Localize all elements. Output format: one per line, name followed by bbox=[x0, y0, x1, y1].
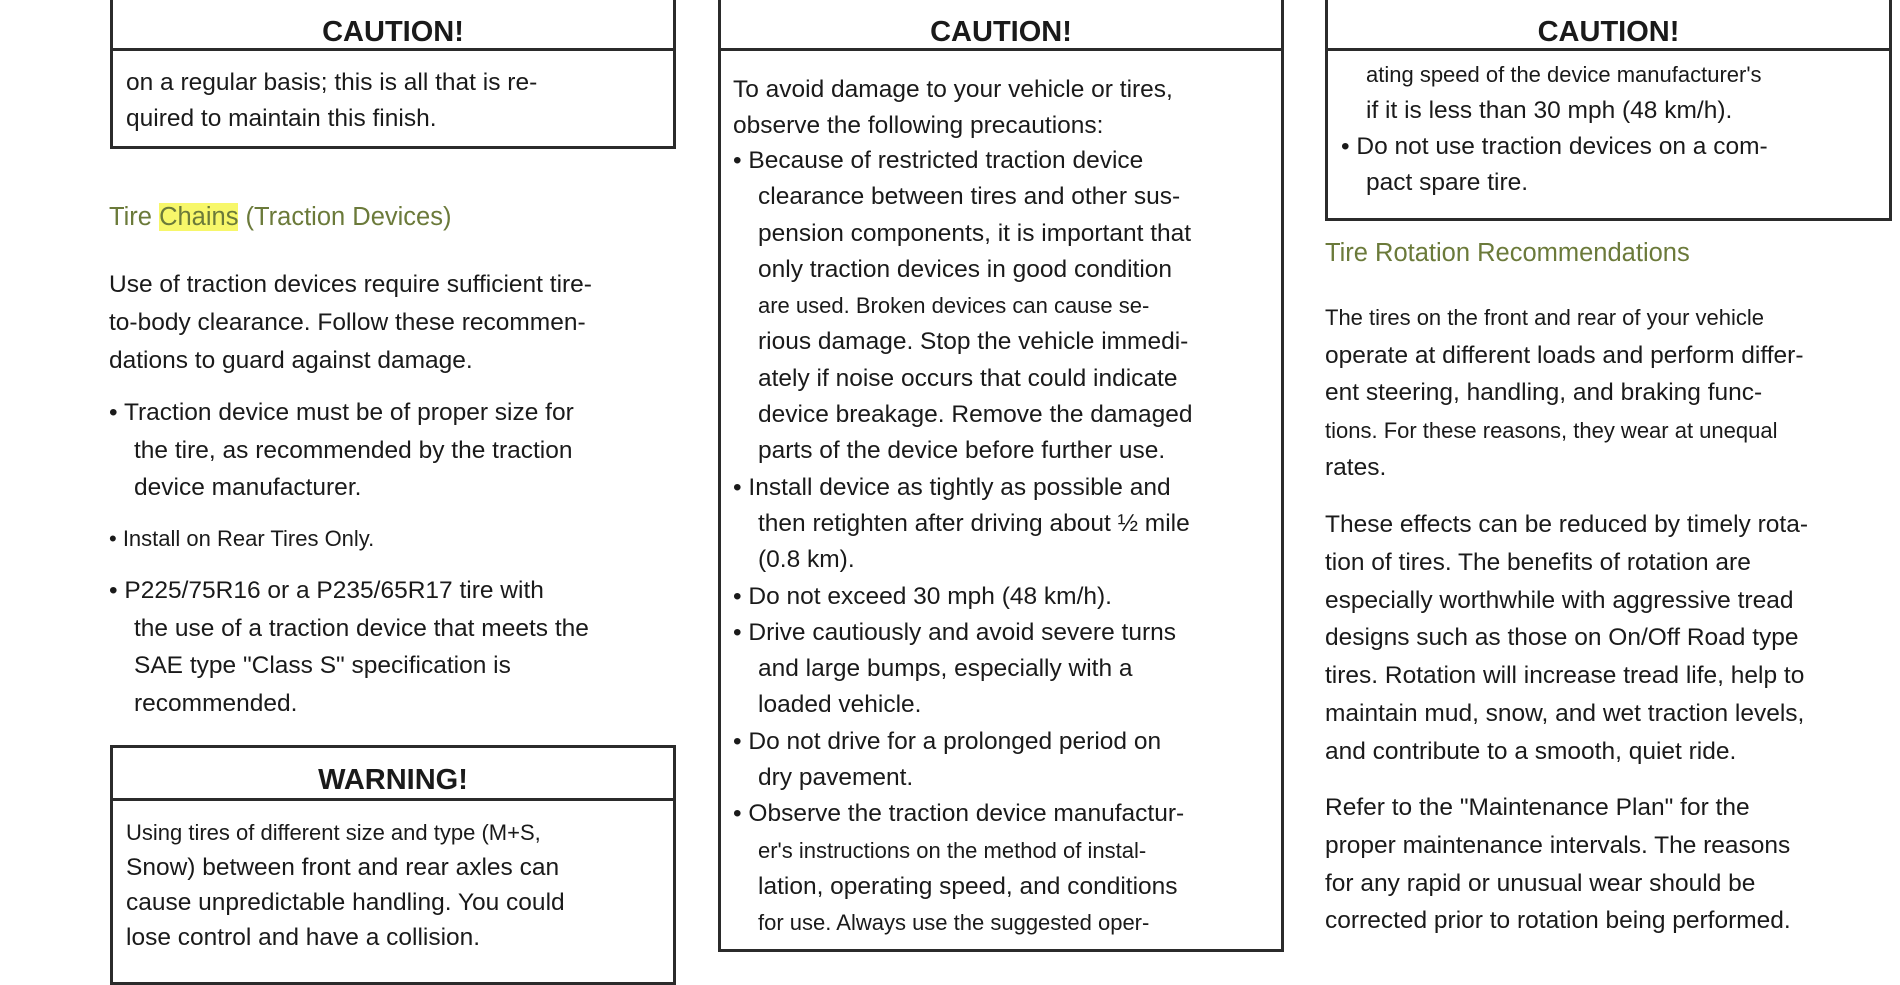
text-line: These effects can be reduced by timely rota- bbox=[1325, 511, 1808, 538]
bullet-line: • Drive cautiously and avoid severe turns bbox=[733, 618, 1176, 646]
section-heading-tire-chains bbox=[109, 203, 451, 232]
caution-text bbox=[1328, 51, 1889, 201]
bullet-line: • Because of restricted traction device bbox=[733, 147, 1144, 174]
caution-box-col3 bbox=[1325, 0, 1892, 221]
bullet-line: • Do not drive for a prolonged period on bbox=[733, 727, 1162, 755]
bullet-line: device breakage. Remove the damaged bbox=[758, 401, 1193, 429]
caution-text bbox=[113, 51, 673, 136]
text-line: The tires on the front and rear of your vehicle bbox=[1325, 305, 1765, 330]
warning-box bbox=[110, 745, 676, 985]
text-line: cause unpredictable handling. You could bbox=[126, 889, 565, 916]
caution-box-col1 bbox=[110, 0, 676, 149]
text-line: corrected prior to rotation being performed. bbox=[1325, 907, 1791, 935]
text-line: if it is less than 30 mph (48 km/h). bbox=[1366, 97, 1733, 124]
paragraph-1 bbox=[1325, 299, 1804, 487]
bullet-line: only traction devices in good condition bbox=[758, 255, 1173, 283]
bullet-item bbox=[733, 470, 1268, 579]
bullet-line: dry pavement. bbox=[758, 764, 914, 792]
text-line: ating speed of the device manufacturer's bbox=[1366, 62, 1762, 87]
bullet-item bbox=[733, 724, 1268, 797]
text-line: on a regular basis; this is all that is re- bbox=[126, 69, 538, 96]
text-line: designs such as those on On/Off Road type bbox=[1325, 624, 1799, 652]
text-line: To avoid damage to your vehicle or tires, bbox=[733, 76, 1173, 103]
text-line: tires. Rotation will increase tread life, help to bbox=[1325, 662, 1805, 690]
text-line: operate at different loads and perform differ- bbox=[1325, 341, 1804, 369]
warning-text bbox=[113, 801, 673, 955]
bullet-line: • Traction device must be of proper size for bbox=[109, 399, 574, 426]
heading-prefix: Tire bbox=[109, 203, 160, 231]
bullet-line: • Do not exceed 30 mph (48 km/h). bbox=[733, 582, 1112, 610]
text-line: pact spare tire. bbox=[1366, 169, 1529, 196]
text-line: dations to guard against damage. bbox=[109, 347, 473, 374]
bullet-line: recommended. bbox=[134, 689, 298, 717]
text-line: to-body clearance. Follow these recommen- bbox=[109, 309, 586, 336]
text-line: tion of tires. The benefits of rotation are bbox=[1325, 548, 1751, 576]
warning-title: WARNING! bbox=[113, 748, 673, 801]
text-line: Use of traction devices require sufficient tire- bbox=[109, 271, 592, 298]
bullet-line: • Install on Rear Tires Only. bbox=[109, 526, 375, 551]
bullet-line: and large bumps, especially with a bbox=[758, 655, 1133, 683]
bullet-item bbox=[733, 615, 1268, 724]
paragraph-3 bbox=[1325, 789, 1791, 940]
text-line: especially worthwhile with aggressive tread bbox=[1325, 586, 1794, 614]
bullet-line: • Install device as tightly as possible and bbox=[733, 473, 1171, 501]
heading-suffix: (Traction Devices) bbox=[238, 203, 452, 231]
text-line: maintain mud, snow, and wet traction levels, bbox=[1325, 699, 1805, 727]
bullet-line: clearance between tires and other sus- bbox=[758, 183, 1181, 211]
bullet-item bbox=[733, 579, 1268, 615]
caution-text bbox=[721, 51, 1281, 942]
intro-paragraph bbox=[109, 266, 592, 380]
text-line: quired to maintain this finish. bbox=[126, 104, 437, 132]
section-heading-tire-rotation: Tire Rotation Recommendations bbox=[1325, 239, 1690, 267]
text-line: Snow) between front and rear axles can bbox=[126, 854, 560, 881]
bullet-item bbox=[109, 572, 589, 722]
bullet-item bbox=[733, 796, 1268, 941]
bullet-line: device manufacturer. bbox=[134, 474, 362, 501]
bullet-line: SAE type "Class S" specification is bbox=[134, 652, 511, 679]
caution-title: CAUTION! bbox=[113, 0, 673, 51]
bullet-line: • Observe the traction device manufactur- bbox=[733, 800, 1185, 828]
text-line: lose control and have a collision. bbox=[126, 924, 481, 951]
text-line: ent steering, handling, and braking func- bbox=[1325, 379, 1763, 406]
bullet-line: the use of a traction device that meets the bbox=[134, 614, 589, 642]
bullet-line: (0.8 km). bbox=[758, 546, 855, 574]
text-line: rates. bbox=[1325, 454, 1387, 481]
bullet-line: ately if noise occurs that could indicate bbox=[758, 364, 1178, 392]
caution-box-col2 bbox=[718, 0, 1284, 952]
bullet-line: are used. Broken devices can cause se- bbox=[758, 293, 1150, 319]
text-line: and contribute to a smooth, quiet ride. bbox=[1325, 737, 1737, 765]
bullet-item bbox=[109, 394, 574, 507]
text-line: Using tires of different size and type (M+S, bbox=[126, 820, 541, 845]
bullet-line: pension components, it is important that bbox=[758, 219, 1192, 247]
bullet-line: the tire, as recommended by the traction bbox=[134, 436, 573, 464]
bullet-line: er's instructions on the method of instal- bbox=[758, 837, 1147, 863]
bullet-line: rious damage. Stop the vehicle immedi- bbox=[758, 328, 1189, 356]
search-highlight: Chains bbox=[159, 203, 239, 231]
caution-title: CAUTION! bbox=[1328, 0, 1889, 51]
bullet-line: lation, operating speed, and conditions bbox=[758, 872, 1178, 900]
bullet-line: • P225/75R16 or a P235/65R17 tire with bbox=[109, 577, 544, 604]
text-line: • Do not use traction devices on a com- bbox=[1341, 133, 1768, 160]
bullet-line: loaded vehicle. bbox=[758, 691, 922, 719]
caution-title: CAUTION! bbox=[721, 0, 1281, 51]
text-line: tions. For these reasons, they wear at unequal bbox=[1325, 417, 1778, 443]
bullet-line: parts of the device before further use. bbox=[758, 437, 1166, 465]
bullet-line: for use. Always use the suggested oper- bbox=[758, 910, 1150, 936]
text-line: for any rapid or unusual wear should be bbox=[1325, 869, 1756, 897]
text-line: Refer to the "Maintenance Plan" for the bbox=[1325, 794, 1750, 821]
bullet-item bbox=[109, 521, 374, 557]
bullet-item bbox=[733, 143, 1268, 470]
text-line: proper maintenance intervals. The reasons bbox=[1325, 831, 1791, 859]
paragraph-2 bbox=[1325, 506, 1808, 771]
text-line: observe the following precautions: bbox=[733, 111, 1104, 139]
bullet-line: then retighten after driving about ½ mile bbox=[758, 509, 1190, 537]
